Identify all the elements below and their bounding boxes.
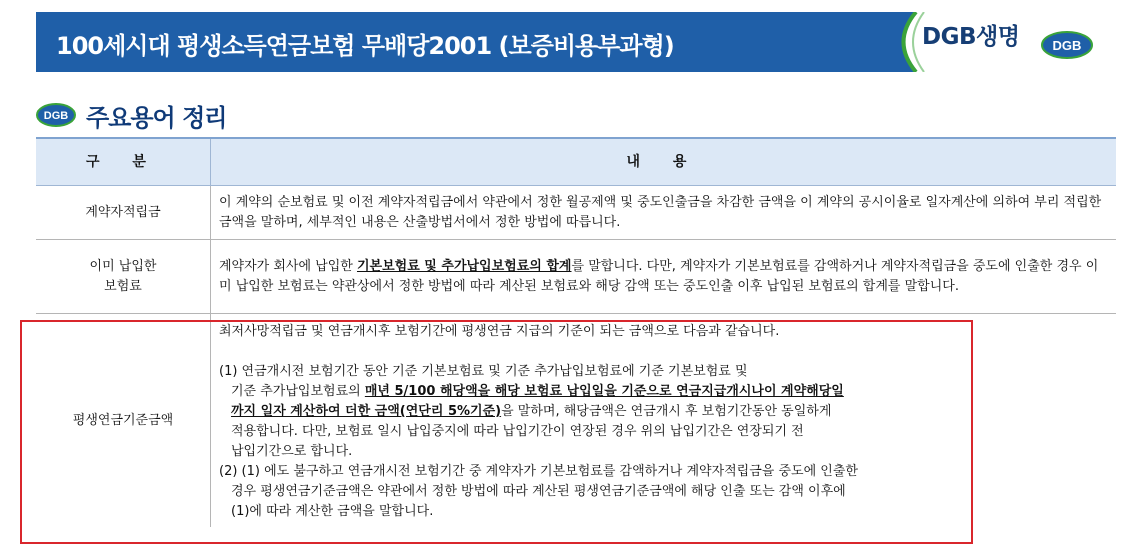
section-heading [36, 98, 226, 132]
definition-item-line: (2) (1) 에도 불구하고 연금개시전 보험기간 중 계약자가 기본보험료를 감액하거나 계약자적립금을 중도에 인출한 [219, 464, 858, 479]
term-definition [211, 314, 1117, 528]
section-logo-text: DGB [43, 110, 69, 122]
dgb-logo-icon [1040, 30, 1094, 60]
term-definition [211, 240, 1117, 314]
dgb-logo-icon [36, 103, 76, 127]
term-label [36, 240, 211, 314]
definition-text: 기준 추가납입보험료의 [231, 384, 365, 399]
definition-item-line: (1)에 따라 계산한 금액을 말합니다. [231, 504, 434, 519]
definition-emphasis: 기본보험료 및 추가납입보험료의 합계 [356, 258, 572, 274]
document-title: 100세시대 평생소득연금보험 무배당2001 (보증비용부과형) [56, 32, 674, 60]
term-label: 계약자적립금 [36, 186, 211, 240]
section-title: 주요용어 정리 [86, 103, 227, 132]
table-row [36, 314, 1116, 528]
definition-emphasis: 까지 일자 계산하여 더한 금액(연단리 5%기준) [231, 404, 502, 419]
definition-item-line: 경우 평생연금기준금액은 약관에서 정한 방법에 따라 계산된 평생연금기준금액에 해당 인출 또는 감액 이후에 [231, 484, 846, 499]
definition-intro: 최저사망적립금 및 연금개시후 보험기간에 평생연금 지급의 기준이 되는 금액으로 다음과 같습니다. [219, 324, 780, 339]
table-header-row [36, 138, 1116, 186]
term-label-line: 이미 납입한 [89, 258, 157, 274]
dgb-logo-text: DGB [1052, 38, 1082, 53]
definition-item-line: 적용합니다. 다만, 보험료 일시 납입중지에 따라 납입기간이 연장된 경우 위의 납입기간은 연장되기 전 [231, 424, 804, 439]
definition-text: 계약자가 회사에 납입한 [219, 258, 357, 274]
terms-table [36, 137, 1116, 527]
definition-item-line: (1) 연금개시전 보험기간 동안 기준 기본보험료 및 기준 추가납입보험료에 기준 기본보험료 및 [219, 364, 748, 379]
brand-name: DGB생명 [922, 24, 1020, 50]
table-row [36, 186, 1116, 240]
definition-text: 을 말하며, 해당금액은 연금개시 후 보험기간동안 동일하게 [501, 404, 832, 419]
definition-text: 를 말합니다. 다만, 계약자가 기본보험료를 감액하거나 계약자적립금을 중도에 인출한 경우 이미 납입한 보험료는 약관상에서 정한 방법에 따라 계산된 보험료와 해당 감액 또는 중도인출 이후 납입된 보험료의 합계를 말합니다. [219, 258, 1099, 294]
definition-emphasis: 매년 5/100 해당액을 해당 보험료 납입일을 기준으로 연금지급개시나이 계약해당일 [364, 384, 844, 399]
table-row [36, 240, 1116, 314]
header-category: 구 분 [36, 138, 211, 186]
header-content: 내 용 [211, 138, 1117, 186]
definition-item-line: 납입기간으로 합니다. [231, 444, 353, 459]
term-definition: 이 계약의 순보험료 및 이전 계약자적립금에서 약관에서 정한 월공제액 및 중도인출금을 차감한 금액을 이 계약의 공시이율로 일자계산에 의하여 부리 적립한 금액을 말하며, 세부적인 내용은 산출방법서에서 정한 방법에 따릅니다. [211, 186, 1117, 240]
term-label: 평생연금기준금액 [36, 314, 211, 528]
definition-item-line [219, 382, 1106, 402]
term-label-line: 보험료 [104, 278, 142, 294]
definition-item-line [219, 402, 1106, 422]
